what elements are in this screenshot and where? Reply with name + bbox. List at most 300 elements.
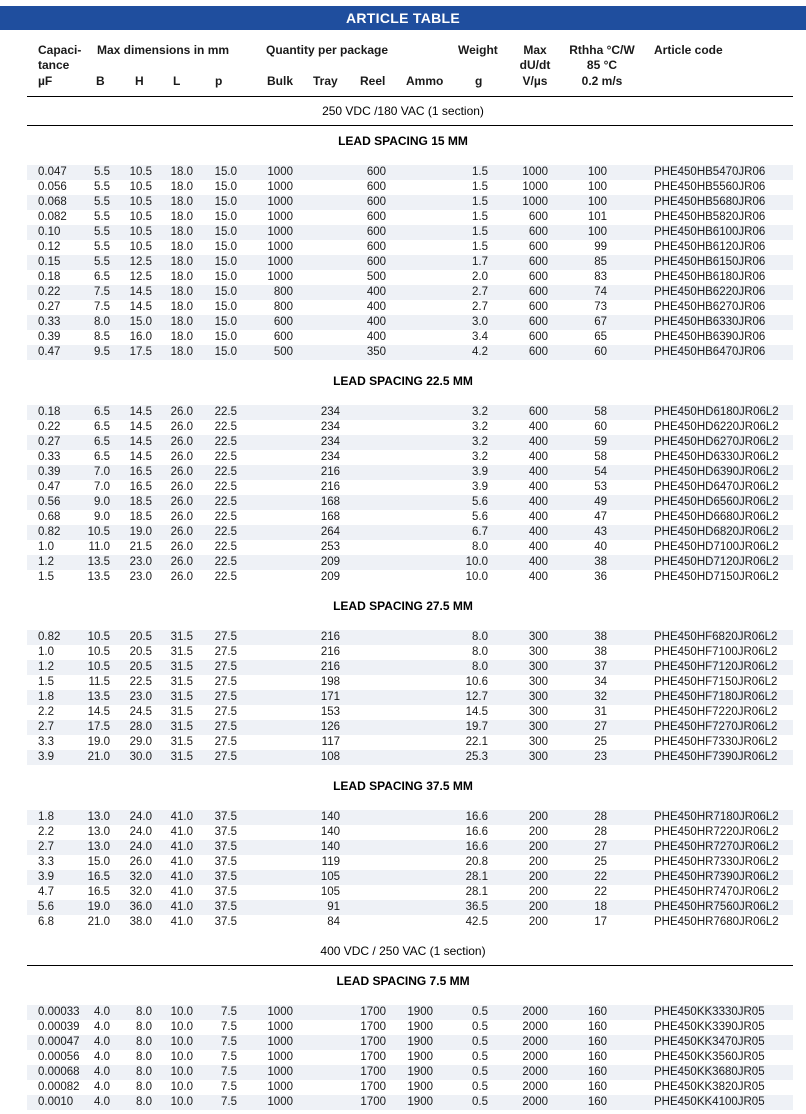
- cell-b: 10.5: [87, 526, 110, 538]
- cell-b: 6.5: [94, 421, 110, 433]
- cell-b: 5.5: [94, 241, 110, 253]
- cell-rthha: 47: [594, 511, 607, 523]
- cell-capacitance: 4.7: [38, 886, 54, 898]
- cell-capacitance: 0.00082: [38, 1081, 80, 1093]
- cell-p: 22.5: [214, 451, 237, 463]
- cell-l: 26.0: [170, 511, 193, 523]
- cell-b: 14.5: [87, 706, 110, 718]
- cell-b: 8.5: [94, 331, 110, 343]
- cell-capacitance: 0.22: [38, 286, 61, 298]
- cell-reel: [346, 435, 386, 450]
- cell-bulk: [253, 900, 293, 915]
- cell-capacitance: 0.047: [38, 166, 67, 178]
- cell-capacitance: 0.12: [38, 241, 61, 253]
- cell-weight: 8.0: [472, 541, 488, 553]
- cell-article-code: PHE450HB5680JR06: [654, 196, 766, 208]
- cell-p: 27.5: [214, 676, 237, 688]
- cell-weight: 0.5: [472, 1081, 488, 1093]
- header-capacitance-1: Capaci-: [38, 43, 82, 57]
- cell-b: 7.5: [94, 301, 110, 313]
- cell-ammo: [393, 210, 433, 225]
- cell-h: 8.0: [136, 1006, 152, 1018]
- cell-p: 37.5: [214, 856, 237, 868]
- cell-tray: 140: [320, 841, 340, 853]
- voltage-section-title: 250 VDC /180 VAC (1 section): [322, 104, 484, 118]
- cell-weight: 8.0: [472, 631, 488, 643]
- header-quantity-per-package: Quantity per package: [266, 43, 389, 57]
- cell-dudt: 200: [528, 841, 548, 853]
- cell-p: 15.0: [214, 181, 237, 193]
- cell-article-code: PHE450HF7150JR06L2: [654, 676, 778, 688]
- cell-reel: [346, 465, 386, 480]
- cell-ammo: [393, 840, 433, 855]
- cell-b: 6.5: [94, 436, 110, 448]
- cell-bulk: 800: [273, 286, 293, 298]
- cell-p: 7.5: [221, 1066, 237, 1078]
- cell-weight: 4.2: [472, 346, 488, 358]
- cell-ammo: [393, 915, 433, 930]
- cell-ammo: [393, 825, 433, 840]
- cell-tray: 140: [320, 826, 340, 838]
- cell-capacitance: 3.9: [38, 871, 54, 883]
- cell-rthha: 37: [594, 661, 607, 673]
- cell-ammo: 1900: [407, 1096, 433, 1108]
- cell-dudt: 600: [528, 301, 548, 313]
- header-reel: Reel: [360, 74, 386, 88]
- cell-p: 15.0: [214, 226, 237, 238]
- header-h: H: [135, 74, 144, 88]
- cell-tray: 209: [320, 571, 340, 583]
- cell-article-code: PHE450HR7390JR06L2: [654, 871, 779, 883]
- cell-capacitance: 0.00047: [38, 1036, 80, 1048]
- cell-capacitance: 0.056: [38, 181, 67, 193]
- cell-bulk: [253, 660, 293, 675]
- cell-h: 22.5: [129, 676, 152, 688]
- cell-ammo: [393, 885, 433, 900]
- cell-b: 16.5: [87, 871, 110, 883]
- cell-rthha: 27: [594, 721, 607, 733]
- cell-h: 20.5: [129, 661, 152, 673]
- cell-article-code: PHE450HB5820JR06: [654, 211, 766, 223]
- cell-bulk: 1000: [267, 271, 293, 283]
- cell-weight: 10.0: [465, 556, 488, 568]
- cell-reel: 350: [366, 346, 386, 358]
- cell-p: 22.5: [214, 556, 237, 568]
- cell-weight: 1.5: [472, 241, 488, 253]
- cell-p: 37.5: [214, 901, 237, 913]
- cell-bulk: 600: [273, 331, 293, 343]
- lead-spacing-title: LEAD SPACING 15 MM: [338, 134, 468, 148]
- cell-capacitance: 0.18: [38, 271, 61, 283]
- cell-capacitance: 0.15: [38, 256, 61, 268]
- cell-capacitance: 3.3: [38, 736, 54, 748]
- cell-weight: 19.7: [465, 721, 488, 733]
- section-divider: [27, 125, 793, 126]
- header-max: Max: [523, 43, 547, 57]
- cell-b: 16.5: [87, 886, 110, 898]
- cell-h: 10.5: [129, 181, 152, 193]
- cell-reel: 1700: [360, 1021, 386, 1033]
- cell-b: 5.5: [94, 196, 110, 208]
- cell-article-code: PHE450HB5470JR06: [654, 166, 766, 178]
- cell-ammo: [393, 570, 433, 585]
- cell-weight: 25.3: [465, 751, 488, 763]
- cell-reel: 600: [366, 241, 386, 253]
- cell-p: 15.0: [214, 346, 237, 358]
- cell-h: 19.0: [129, 526, 152, 538]
- cell-article-code: PHE450HD7120JR06L2: [654, 556, 779, 568]
- cell-capacitance: 0.00039: [38, 1021, 80, 1033]
- cell-b: 21.0: [87, 916, 110, 928]
- header-rthha: Rthha °C/W: [569, 43, 635, 57]
- cell-dudt: 2000: [522, 1066, 548, 1078]
- cell-p: 15.0: [214, 271, 237, 283]
- cell-reel: [346, 690, 386, 705]
- cell-capacitance: 0.068: [38, 196, 67, 208]
- cell-reel: [346, 705, 386, 720]
- cell-capacitance: 0.47: [38, 481, 61, 493]
- cell-p: 22.5: [214, 466, 237, 478]
- cell-tray: 209: [320, 556, 340, 568]
- cell-p: 15.0: [214, 211, 237, 223]
- cell-tray: 234: [320, 421, 340, 433]
- cell-article-code: PHE450KK3680JR05: [654, 1066, 765, 1078]
- cell-rthha: 23: [594, 751, 607, 763]
- cell-rthha: 38: [594, 556, 607, 568]
- cell-reel: [346, 405, 386, 420]
- cell-b: 5.5: [94, 226, 110, 238]
- cell-p: 22.5: [214, 421, 237, 433]
- cell-capacitance: 1.8: [38, 811, 54, 823]
- cell-h: 8.0: [136, 1021, 152, 1033]
- cell-p: 15.0: [214, 241, 237, 253]
- cell-rthha: 65: [594, 331, 607, 343]
- cell-weight: 2.0: [472, 271, 488, 283]
- cell-reel: 600: [366, 256, 386, 268]
- cell-rthha: 38: [594, 631, 607, 643]
- cell-rthha: 25: [594, 856, 607, 868]
- cell-b: 13.5: [87, 691, 110, 703]
- cell-capacitance: 6.8: [38, 916, 54, 928]
- cell-h: 20.5: [129, 631, 152, 643]
- cell-h: 29.0: [129, 736, 152, 748]
- cell-rthha: 17: [594, 916, 607, 928]
- header-weight-unit: g: [475, 74, 483, 88]
- cell-weight: 20.8: [465, 856, 488, 868]
- cell-bulk: [253, 450, 293, 465]
- cell-h: 24.5: [129, 706, 152, 718]
- cell-tray: [300, 1020, 340, 1035]
- cell-bulk: [253, 540, 293, 555]
- cell-l: 18.0: [170, 181, 193, 193]
- cell-tray: [300, 315, 340, 330]
- cell-ammo: [393, 300, 433, 315]
- cell-dudt: 400: [528, 511, 548, 523]
- cell-bulk: [253, 735, 293, 750]
- cell-capacitance: 0.00033: [38, 1006, 80, 1018]
- cell-b: 4.0: [94, 1006, 110, 1018]
- cell-rthha: 101: [587, 211, 607, 223]
- cell-article-code: PHE450HR7560JR06L2: [654, 901, 779, 913]
- cell-dudt: 2000: [522, 1021, 548, 1033]
- cell-capacitance: 1.2: [38, 556, 54, 568]
- cell-b: 5.5: [94, 181, 110, 193]
- cell-article-code: PHE450HB6330JR06: [654, 316, 766, 328]
- cell-h: 10.5: [129, 166, 152, 178]
- cell-article-code: PHE450HB6150JR06: [654, 256, 766, 268]
- cell-l: 18.0: [170, 166, 193, 178]
- cell-article-code: PHE450HB6470JR06: [654, 346, 766, 358]
- cell-dudt: 300: [528, 721, 548, 733]
- cell-dudt: 400: [528, 556, 548, 568]
- cell-dudt: 1000: [522, 181, 548, 193]
- cell-l: 18.0: [170, 211, 193, 223]
- cell-rthha: 28: [594, 826, 607, 838]
- cell-h: 12.5: [129, 271, 152, 283]
- cell-tray: [300, 165, 340, 180]
- cell-weight: 1.5: [472, 181, 488, 193]
- cell-rthha: 83: [594, 271, 607, 283]
- cell-article-code: PHE450HF7270JR06L2: [654, 721, 778, 733]
- cell-article-code: PHE450HF6820JR06L2: [654, 631, 778, 643]
- cell-p: 15.0: [214, 286, 237, 298]
- cell-article-code: PHE450HB6390JR06: [654, 331, 766, 343]
- cell-tray: [300, 330, 340, 345]
- cell-b: 15.0: [87, 856, 110, 868]
- cell-b: 6.5: [94, 406, 110, 418]
- cell-reel: 600: [366, 226, 386, 238]
- cell-ammo: [393, 420, 433, 435]
- cell-p: 27.5: [214, 751, 237, 763]
- cell-article-code: PHE450HD6390JR06L2: [654, 466, 779, 478]
- cell-ammo: [393, 225, 433, 240]
- cell-article-code: PHE450HB5560JR06: [654, 181, 766, 193]
- cell-dudt: 300: [528, 751, 548, 763]
- cell-b: 13.5: [87, 556, 110, 568]
- cell-weight: 10.0: [465, 571, 488, 583]
- cell-dudt: 400: [528, 421, 548, 433]
- cell-dudt: 600: [528, 331, 548, 343]
- cell-dudt: 600: [528, 226, 548, 238]
- cell-article-code: PHE450HB6100JR06: [654, 226, 766, 238]
- cell-b: 6.5: [94, 451, 110, 463]
- cell-bulk: [253, 465, 293, 480]
- cell-capacitance: 0.18: [38, 406, 61, 418]
- cell-b: 13.0: [87, 841, 110, 853]
- cell-dudt: 300: [528, 691, 548, 703]
- cell-article-code: PHE450HD6470JR06L2: [654, 481, 779, 493]
- cell-tray: 216: [320, 466, 340, 478]
- cell-tray: 216: [320, 631, 340, 643]
- cell-h: 30.0: [129, 751, 152, 763]
- cell-h: 8.0: [136, 1081, 152, 1093]
- cell-bulk: 1000: [267, 226, 293, 238]
- cell-dudt: 200: [528, 871, 548, 883]
- lead-spacing-title: LEAD SPACING 22.5 MM: [333, 374, 473, 388]
- cell-rthha: 85: [594, 256, 607, 268]
- cell-l: 41.0: [170, 841, 193, 853]
- cell-reel: [346, 420, 386, 435]
- cell-tray: [300, 270, 340, 285]
- cell-rthha: 100: [587, 166, 607, 178]
- cell-article-code: PHE450HR7470JR06L2: [654, 886, 779, 898]
- cell-p: 27.5: [214, 721, 237, 733]
- cell-capacitance: 0.82: [38, 631, 61, 643]
- cell-bulk: [253, 870, 293, 885]
- cell-tray: 253: [320, 541, 340, 553]
- cell-article-code: PHE450KK3390JR05: [654, 1021, 765, 1033]
- cell-tray: 119: [321, 856, 340, 868]
- cell-h: 16.5: [129, 466, 152, 478]
- cell-capacitance: 1.5: [38, 571, 54, 583]
- cell-bulk: [253, 690, 293, 705]
- cell-weight: 5.6: [472, 496, 488, 508]
- cell-weight: 16.6: [465, 826, 488, 838]
- cell-article-code: PHE450KK3820JR05: [654, 1081, 765, 1093]
- cell-weight: 8.0: [472, 646, 488, 658]
- cell-ammo: [393, 345, 433, 360]
- cell-l: 26.0: [170, 496, 193, 508]
- cell-bulk: [253, 720, 293, 735]
- cell-capacitance: 1.0: [38, 541, 54, 553]
- cell-h: 10.5: [129, 241, 152, 253]
- cell-l: 31.5: [170, 706, 193, 718]
- header-ammo: Ammo: [406, 74, 444, 88]
- cell-reel: 400: [366, 286, 386, 298]
- cell-weight: 42.5: [465, 916, 488, 928]
- cell-tray: [300, 195, 340, 210]
- cell-h: 32.0: [129, 886, 152, 898]
- cell-ammo: [393, 690, 433, 705]
- cell-tray: 216: [320, 661, 340, 673]
- cell-bulk: 1000: [267, 1036, 293, 1048]
- cell-dudt: 200: [528, 811, 548, 823]
- cell-dudt: 400: [528, 436, 548, 448]
- cell-tray: [300, 240, 340, 255]
- cell-bulk: 1000: [267, 1051, 293, 1063]
- cell-weight: 28.1: [465, 886, 488, 898]
- cell-l: 26.0: [170, 526, 193, 538]
- cell-ammo: 1900: [407, 1066, 433, 1078]
- cell-l: 18.0: [170, 271, 193, 283]
- cell-reel: 600: [366, 196, 386, 208]
- cell-h: 14.5: [129, 436, 152, 448]
- cell-tray: 234: [320, 436, 340, 448]
- cell-dudt: 600: [528, 316, 548, 328]
- cell-l: 18.0: [170, 241, 193, 253]
- article-table-title: ARTICLE TABLE: [0, 6, 806, 30]
- cell-bulk: [253, 510, 293, 525]
- header-divider: [27, 96, 793, 97]
- cell-b: 4.0: [94, 1036, 110, 1048]
- cell-p: 22.5: [214, 511, 237, 523]
- cell-dudt: 300: [528, 631, 548, 643]
- cell-l: 18.0: [170, 346, 193, 358]
- cell-ammo: [393, 720, 433, 735]
- cell-weight: 28.1: [465, 871, 488, 883]
- cell-article-code: PHE450HF7100JR06L2: [654, 646, 778, 658]
- cell-b: 19.0: [87, 736, 110, 748]
- cell-capacitance: 0.27: [38, 436, 61, 448]
- cell-l: 26.0: [170, 556, 193, 568]
- cell-weight: 36.5: [465, 901, 488, 913]
- cell-reel: [346, 630, 386, 645]
- cell-h: 12.5: [129, 256, 152, 268]
- cell-weight: 12.7: [465, 691, 488, 703]
- cell-l: 18.0: [170, 256, 193, 268]
- cell-weight: 0.5: [472, 1021, 488, 1033]
- cell-tray: 84: [327, 916, 340, 928]
- cell-reel: 600: [366, 166, 386, 178]
- cell-bulk: [253, 525, 293, 540]
- cell-l: 41.0: [170, 826, 193, 838]
- cell-p: 37.5: [214, 811, 237, 823]
- cell-rthha: 73: [594, 301, 607, 313]
- cell-b: 11.0: [88, 541, 110, 553]
- cell-p: 37.5: [214, 841, 237, 853]
- cell-weight: 5.6: [472, 511, 488, 523]
- cell-rthha: 58: [594, 406, 607, 418]
- cell-capacitance: 0.47: [38, 346, 61, 358]
- cell-h: 18.5: [129, 496, 152, 508]
- cell-p: 7.5: [221, 1006, 237, 1018]
- cell-rthha: 53: [594, 481, 607, 493]
- cell-rthha: 60: [594, 421, 607, 433]
- cell-ammo: [393, 480, 433, 495]
- cell-bulk: 1000: [267, 256, 293, 268]
- cell-l: 26.0: [170, 451, 193, 463]
- cell-bulk: [253, 420, 293, 435]
- cell-b: 11.5: [88, 676, 110, 688]
- cell-l: 26.0: [170, 466, 193, 478]
- cell-weight: 16.6: [465, 811, 488, 823]
- cell-capacitance: 0.10: [38, 226, 61, 238]
- cell-bulk: [253, 840, 293, 855]
- cell-l: 31.5: [170, 646, 193, 658]
- cell-p: 22.5: [214, 526, 237, 538]
- cell-ammo: [393, 435, 433, 450]
- cell-bulk: 1000: [267, 196, 293, 208]
- cell-p: 27.5: [214, 706, 237, 718]
- cell-h: 10.5: [129, 196, 152, 208]
- cell-rthha: 160: [587, 1066, 607, 1078]
- cell-reel: 400: [366, 301, 386, 313]
- cell-l: 41.0: [170, 886, 193, 898]
- cell-tray: [300, 255, 340, 270]
- cell-ammo: 1900: [407, 1036, 433, 1048]
- cell-rthha: 100: [587, 196, 607, 208]
- cell-article-code: PHE450HF7330JR06L2: [654, 736, 778, 748]
- cell-tray: 105: [320, 886, 340, 898]
- cell-p: 37.5: [214, 826, 237, 838]
- cell-capacitance: 2.2: [38, 706, 54, 718]
- cell-ammo: [393, 900, 433, 915]
- cell-h: 21.5: [129, 541, 152, 553]
- header-p: p: [215, 74, 223, 88]
- cell-bulk: [253, 750, 293, 765]
- cell-tray: 171: [320, 691, 340, 703]
- cell-dudt: 200: [528, 826, 548, 838]
- cell-b: 4.0: [94, 1051, 110, 1063]
- cell-weight: 0.5: [472, 1036, 488, 1048]
- cell-reel: 400: [366, 316, 386, 328]
- cell-article-code: PHE450HR7680JR06L2: [654, 916, 779, 928]
- cell-tray: 234: [320, 406, 340, 418]
- cell-p: 7.5: [221, 1096, 237, 1108]
- cell-reel: [346, 645, 386, 660]
- cell-h: 38.0: [129, 916, 152, 928]
- cell-p: 22.5: [214, 541, 237, 553]
